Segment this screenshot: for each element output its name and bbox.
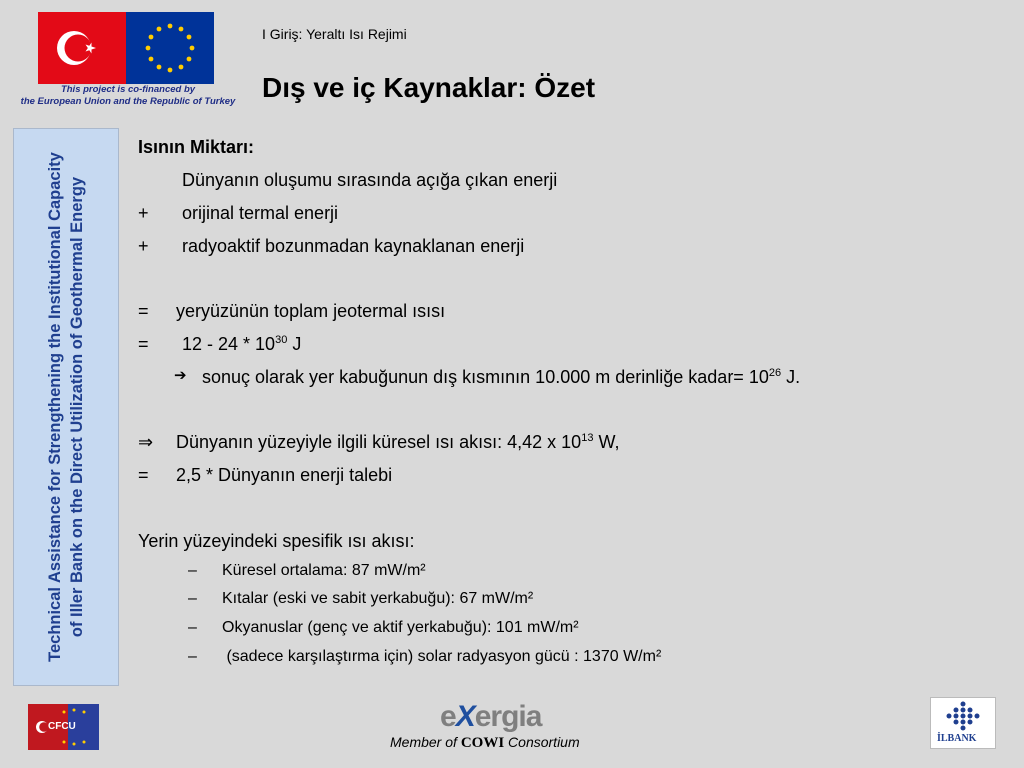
- consortium-note: [390, 734, 580, 752]
- dash-4: –: [188, 648, 197, 665]
- side-panel: [13, 128, 119, 686]
- cofinanced-line1: This project is co-financed by: [60, 84, 196, 95]
- sub-item-1: Küresel ortalama: 87 mW/m²: [222, 562, 426, 579]
- content-line-5: [182, 334, 301, 355]
- content-line-7: [176, 432, 619, 453]
- side-panel-line1: Technical Assistance for Strengthening the Institutional Capacity: [46, 152, 64, 662]
- sub-item-4: (sadece karşılaştırma için) solar radyasyon gücü : 1370 W/m²: [222, 648, 662, 665]
- content-line-1: Dünyanın oluşumu sırasında açığa çıkan enerji: [182, 170, 558, 190]
- content-line-2: orijinal termal enerji: [182, 203, 339, 223]
- content-line-5-text: 12 - 24 * 10: [182, 334, 276, 354]
- equals-symbol-3: =: [138, 465, 149, 485]
- content-line-8: 2,5 * Dünyanın enerji talebi: [176, 465, 393, 485]
- exergia-logo: [440, 700, 541, 734]
- content-line-6-unit: J.: [781, 367, 801, 387]
- cfcu-logo: [28, 704, 99, 750]
- side-panel-text: [44, 137, 88, 677]
- ilbank-logo: [930, 697, 996, 749]
- turkey-eu-flags-icon: [38, 12, 214, 84]
- member-suffix: Consortium: [504, 734, 580, 750]
- sub-item-2: Kıtalar (eski ve sabit yerkabuğu): 67 mW/m²: [222, 590, 534, 607]
- side-panel-line2: of Iller Bank on the Direct Utilization of Geothermal Energy: [68, 176, 86, 638]
- exergia-rest: ergia: [474, 700, 542, 733]
- content-line-6-text: sonuç olarak yer kabuğunun dış kısmının 10.000 m derinliğe kadar= 10: [202, 367, 769, 387]
- content-line-5-exponent: 30: [275, 334, 288, 346]
- content-line-7-unit: W,: [593, 432, 620, 452]
- cofinanced-line2: the European Union and the Republic of Turkey: [20, 96, 236, 107]
- equals-symbol-1: =: [138, 301, 149, 321]
- plus-symbol-2: +: [138, 236, 149, 256]
- content-line-7-exponent: 13: [581, 432, 594, 444]
- content-heading: Isının Miktarı:: [138, 137, 255, 157]
- dash-2: –: [188, 590, 197, 607]
- content-line-5-unit: J: [287, 334, 302, 354]
- exergia-x: X: [455, 700, 475, 733]
- content-line-7-text: Dünyanın yüzeyiyle ilgili küresel ısı akısı: 4,42 x 10: [176, 432, 582, 452]
- dash-3: –: [188, 619, 197, 636]
- dash-1: –: [188, 562, 197, 579]
- flags-logo: [38, 12, 214, 84]
- ilbank-label: İLBANK: [937, 733, 977, 744]
- implies-icon: ⇒: [138, 432, 154, 452]
- page-title: Dış ve iç Kaynaklar: Özet: [262, 72, 596, 103]
- breadcrumb: I Giriş: Yeraltı Isı Rejimi: [262, 26, 407, 42]
- content-line-6-exponent: 26: [768, 367, 782, 379]
- content-line-3: radyoaktif bozunmadan kaynaklanan enerji: [182, 236, 525, 256]
- member-prefix: Member of: [390, 734, 461, 750]
- cowi-label: COWI: [460, 735, 505, 751]
- plus-symbol-1: +: [138, 203, 149, 223]
- exergia-e: e: [440, 700, 456, 733]
- equals-symbol-2: =: [138, 334, 149, 354]
- content-line-9: Yerin yüzeyindeki spesifik ısı akısı:: [138, 531, 415, 551]
- content-line-6: [202, 367, 800, 388]
- cofinanced-note: [0, 84, 256, 108]
- sub-item-3: Okyanuslar (genç ve aktif yerkabuğu): 101 mW/m²: [222, 619, 579, 636]
- cfcu-label: CFCU: [48, 721, 76, 732]
- content-line-4: yeryüzünün toplam jeotermal ısısı: [176, 301, 446, 321]
- arrow-right-icon: ➔: [174, 367, 187, 384]
